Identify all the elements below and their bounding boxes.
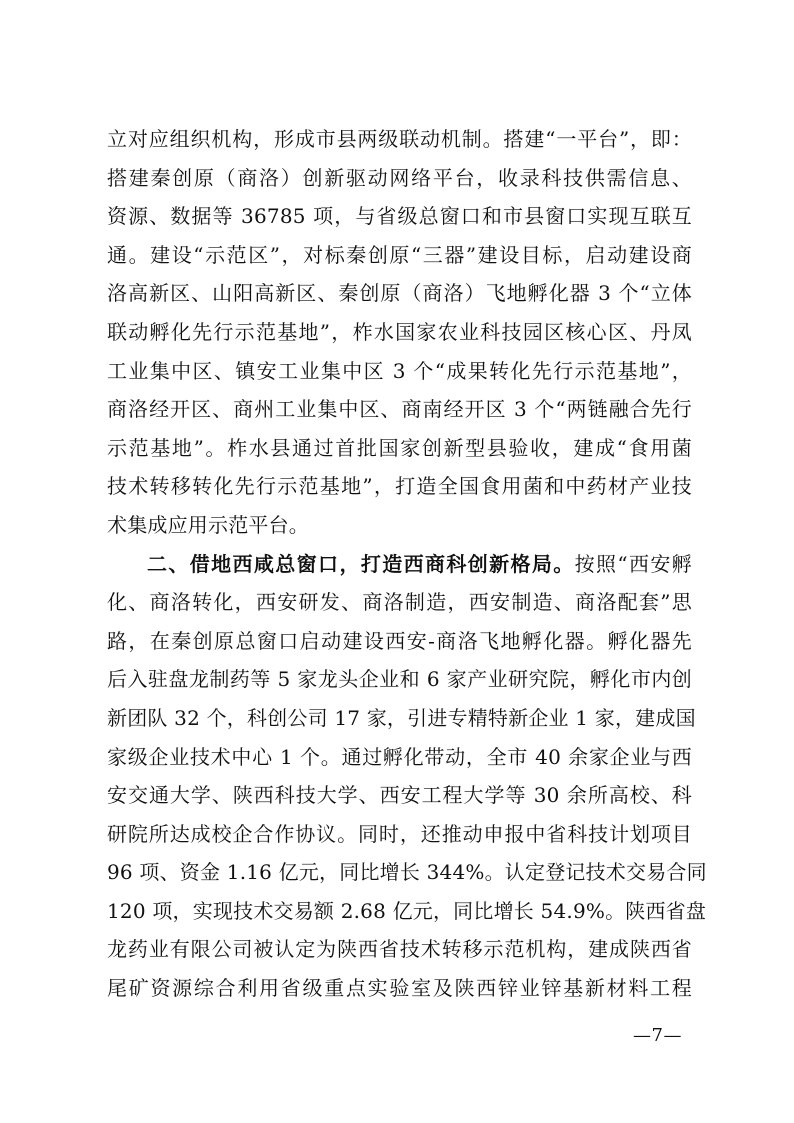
heading-line-rest: 按照“西安孵 — [574, 551, 692, 576]
text-line: 术集成应用示范平台。 — [107, 512, 309, 537]
text-line: 资源、数据等 36785 项，与省级总窗口和市县窗口实现互联互 — [107, 204, 692, 229]
section-heading-line — [107, 545, 692, 584]
text-line: 示范基地”。柞水县通过首批国家创新型县验收，建成“食用菌 — [107, 435, 692, 460]
text-line: 工业集中区、镇安工业集中区 3 个“成果转化先行示范基地”， — [107, 358, 692, 383]
text-line: 后入驻盘龙制药等 5 家龙头企业和 6 家产业研究院，孵化市内创 — [107, 667, 692, 692]
text-line: 通。建设“示范区”，对标秦创原“三器”建设目标，启动建设商 — [107, 242, 692, 267]
text-line: 新团队 32 个，科创公司 17 家，引进专精特新企业 1 家，建成国 — [107, 705, 696, 730]
text-line: 龙药业有限公司被认定为陕西省技术转移示范机构，建成陕西省 — [107, 937, 692, 962]
text-line: 研院所达成校企合作协议。同时，还推动申报中省科技计划项目 — [107, 821, 692, 846]
text-line: 家级企业技术中心 1 个。通过孵化带动，全市 40 余家企业与西 — [107, 744, 692, 769]
text-line: 120 项，实现技术交易额 2.68 亿元，同比增长 54.9%。陕西省盘 — [107, 898, 707, 923]
page-number: —7— — [633, 1025, 682, 1046]
text-line: 搭建秦创原（商洛）创新驱动网络平台，收录科技供需信息、 — [107, 165, 692, 190]
text-line: 技术转移转化先行示范基地”，打造全国食用菌和中药材产业技 — [107, 474, 692, 499]
text-line: 路，在秦创原总窗口启动建设西安-商洛飞地孵化器。孵化器先 — [107, 628, 692, 653]
text-line: 商洛经开区、商州工业集中区、商南经开区 3 个“两链融合先行 — [107, 397, 692, 422]
body-text — [107, 120, 707, 1008]
text-line: 尾矿资源综合利用省级重点实验室及陕西锌业锌基新材料工程 — [107, 976, 692, 1001]
text-line: 联动孵化先行示范基地”，柞水国家农业科技园区核心区、丹凤 — [107, 319, 692, 344]
section-heading: 二、借地西咸总窗口，打造西商科创新格局。 — [147, 551, 575, 576]
text-line: 洛高新区、山阳高新区、秦创原（商洛）飞地孵化器 3 个“立体 — [107, 281, 692, 306]
text-line: 化、商洛转化，西安研发、商洛制造，西安制造、商洛配套”思 — [107, 590, 692, 615]
text-line: 96 项、资金 1.16 亿元，同比增长 344%。认定登记技术交易合同 — [107, 860, 707, 885]
text-line: 立对应组织机构，形成市县两级联动机制。搭建“一平台”，即： — [107, 127, 692, 151]
text-line: 安交通大学、陕西科技大学、西安工程大学等 30 余所高校、科 — [107, 783, 692, 808]
